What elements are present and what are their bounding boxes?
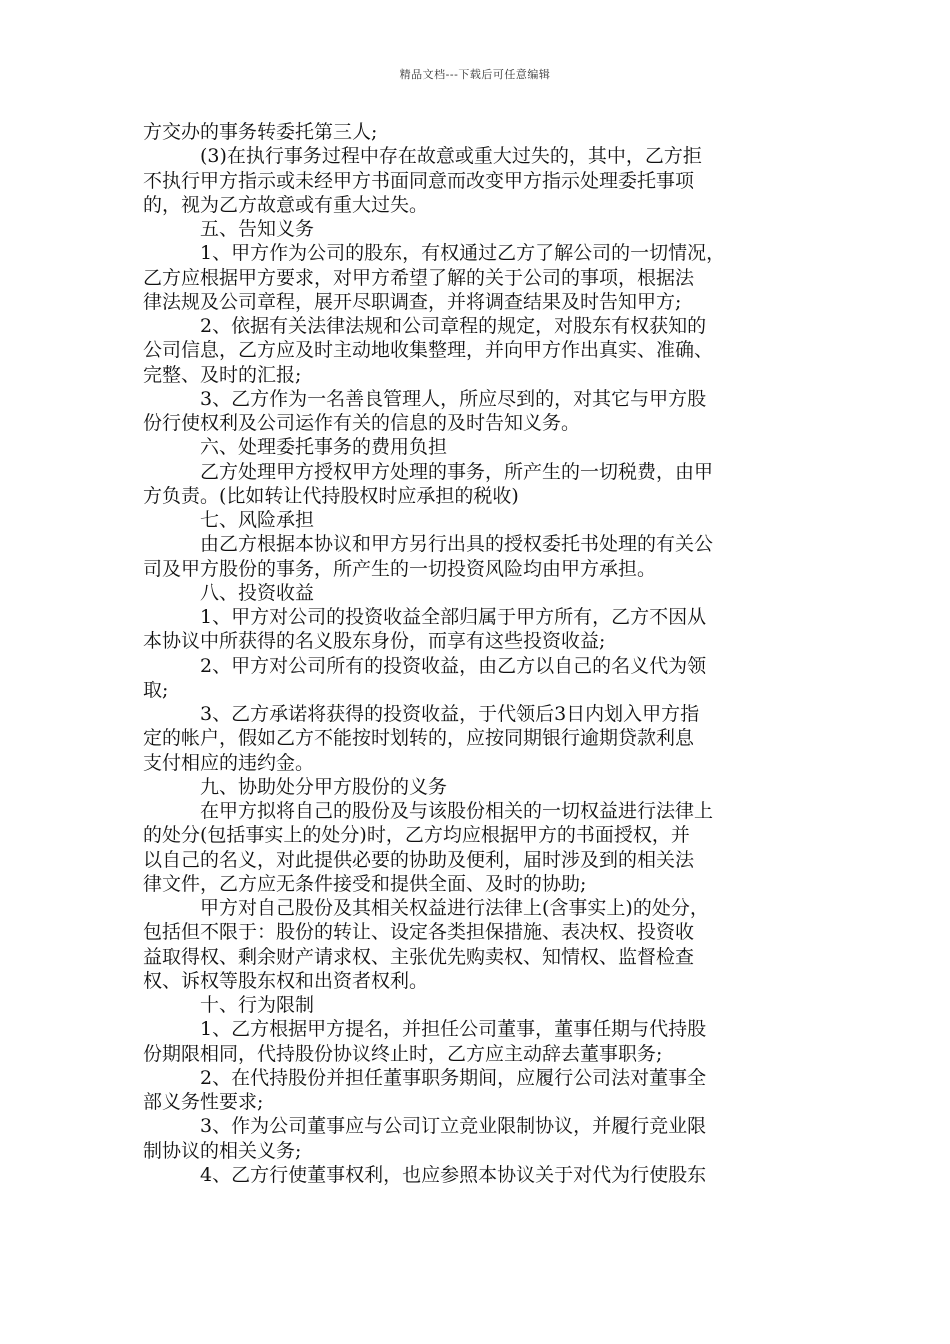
text-line: 完整、及时的汇报; (143, 363, 302, 386)
text-line: 份行使权利及公司运作有关的信息的及时告知义务。 (143, 412, 581, 434)
text-line: 八、投资收益 (200, 581, 315, 604)
text-line: 2、在代持股份并担任董事职务期间，应履行公司法对董事全 (200, 1066, 707, 1089)
text-line: 4、乙方行使董事权利，也应参照本协议关于对代为行使股东 (200, 1163, 707, 1186)
text-line: (3)在执行事务过程中存在故意或重大过失的，其中，乙方拒 (200, 145, 702, 168)
text-line: 1、甲方对公司的投资收益全部归属于甲方所有，乙方不因从 (200, 606, 707, 628)
text-line: 份期限相同，代持股份协议终止时，乙方应主动辞去董事职务; (143, 1042, 663, 1065)
text-line: 益取得权、剩余财产请求权、主张优先购卖权、知情权、监督检查 (143, 945, 695, 968)
text-line: 律文件，乙方应无条件接受和提供全面、及时的协助; (143, 872, 587, 895)
text-line: 乙方应根据甲方要求，对甲方希望了解的关于公司的事项，根据法 (143, 266, 695, 289)
text-line: 五、告知义务 (200, 218, 315, 240)
text-line: 甲方对自己股份及其相关权益进行法律上(含事实上)的处分， (200, 897, 709, 919)
text-line: 方交办的事务转委托第三人; (143, 121, 378, 143)
text-line: 3、乙方作为一名善良管理人，所应尽到的，对其它与甲方股 (200, 387, 707, 410)
text-line: 以自己的名义，对此提供必要的协助及便利，届时涉及到的相关法 (143, 848, 695, 871)
page-header: 精品文档---下载后可任意编辑 (399, 68, 551, 81)
text-line: 司及甲方股份的事务，所产生的一切投资风险均由甲方承担。 (143, 557, 657, 580)
text-line: 方负责。(比如转让代持股权时应承担的税收) (143, 484, 519, 507)
text-line: 不执行甲方指示或未经甲方书面同意而改变甲方指示处理委托事项 (143, 169, 695, 192)
text-line: 的，视为乙方故意或有重大过失。 (143, 193, 429, 216)
text-line: 由乙方根据本协议和甲方另行出具的授权委托书处理的有关公 (200, 533, 714, 556)
text-line: 权、诉权等股东权和出资者权利。 (143, 969, 429, 992)
text-line: 3、乙方承诺将获得的投资收益，于代领后3日内划入甲方指 (200, 703, 700, 725)
text-line: 九、协助处分甲方股份的义务 (200, 775, 448, 798)
text-line: 乙方处理甲方授权甲方处理的事务，所产生的一切税费，由甲 (200, 460, 714, 483)
text-line: 3、作为公司董事应与公司订立竞业限制协议，并履行竞业限 (200, 1115, 707, 1138)
text-line: 部义务性要求; (143, 1091, 264, 1113)
text-line: 六、处理委托事务的费用负担 (200, 436, 448, 459)
text-line: 包括但不限于：股份的转让、设定各类担保措施、表决权、投资收 (143, 921, 695, 944)
text-line: 2、依据有关法律法规和公司章程的规定，对股东有权获知的 (200, 315, 707, 337)
text-line: 十、行为限制 (200, 994, 315, 1016)
text-line: 支付相应的违约金。 (143, 751, 315, 774)
text-line: 的处分(包括事实上的处分)时，乙方均应根据甲方的书面授权，并 (143, 824, 690, 847)
text-line: 在甲方拟将自己的股份及与该股份相关的一切权益进行法律上 (200, 800, 714, 822)
text-line: 七、风险承担 (200, 509, 315, 531)
text-line: 律法规及公司章程，展开尽职调查，并将调查结果及时告知甲方; (143, 290, 682, 313)
text-line: 定的帐户，假如乙方不能按时划转的，应按同期银行逾期贷款利息 (143, 727, 695, 750)
document-body (143, 120, 809, 1187)
text-line: 本协议中所获得的名义股东身份，而享有这些投资收益; (143, 630, 606, 653)
text-line: 取; (143, 678, 169, 701)
text-line: 1、甲方作为公司的股东，有权通过乙方了解公司的一切情况， (200, 242, 726, 265)
text-line: 公司信息，乙方应及时主动地收集整理，并向甲方作出真实、准确、 (143, 339, 714, 362)
text-line: 2、甲方对公司所有的投资收益，由乙方以自己的名义代为领 (200, 654, 707, 677)
text-line: 制协议的相关义务; (143, 1139, 302, 1162)
text-line: 1、乙方根据甲方提名，并担任公司董事，董事任期与代持股 (200, 1018, 707, 1041)
